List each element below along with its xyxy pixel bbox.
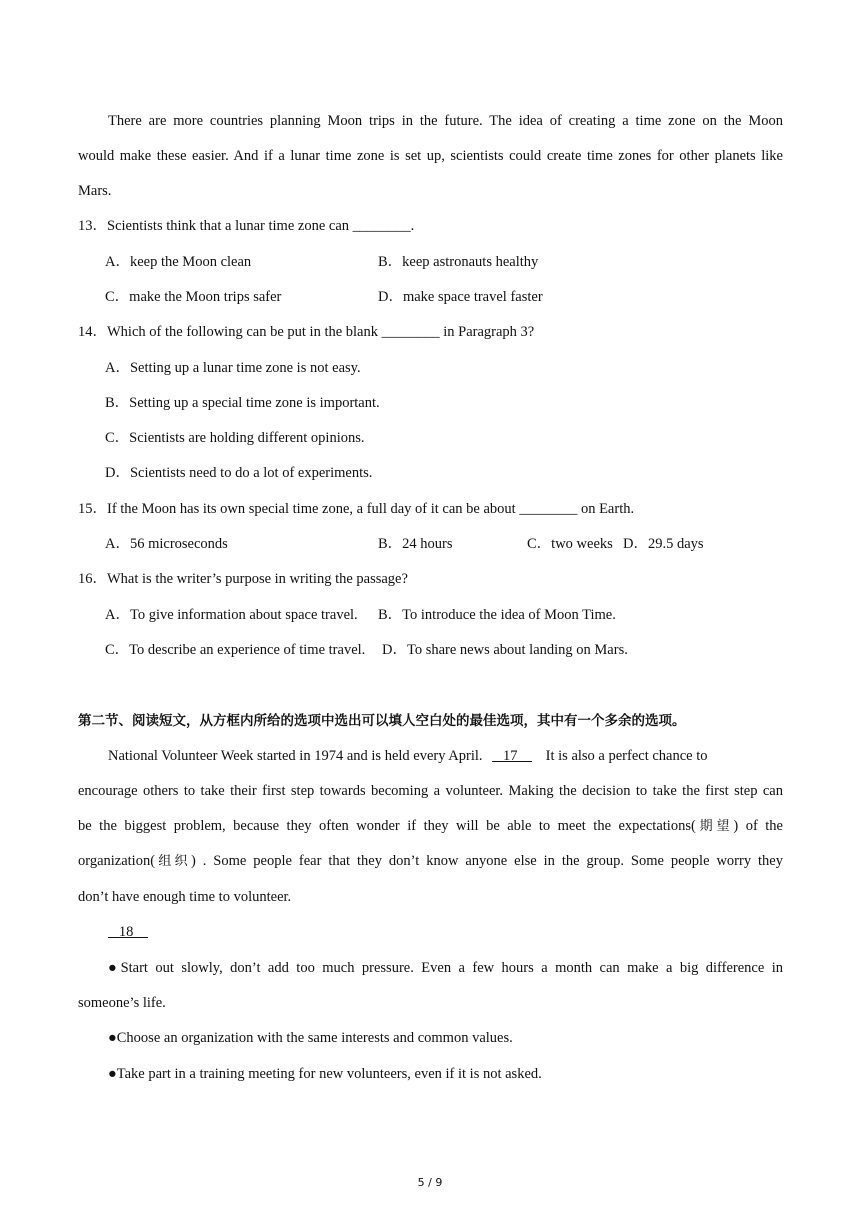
section2-text: ) of the <box>733 818 783 834</box>
question-16-option-d: D．To share news about landing on Mars. <box>382 642 628 658</box>
section2-line <box>78 851 783 871</box>
question-13-option-c: C．make the Moon trips safer <box>105 289 282 305</box>
question-13-stem: 13．Scientists think that a lunar time zone can ________. <box>78 218 415 234</box>
section2-line: don’t have enough time to volunteer. <box>78 889 292 905</box>
question-13-option-b: B．keep astronauts healthy <box>378 254 539 270</box>
question-16-option-c: C．To describe an experience of time travel. <box>105 642 366 658</box>
section2-line: encourage others to take their first step towards becoming a volunteer. Making the decision to take the first step can <box>78 783 783 799</box>
section-heading: 第二节、阅读短文，从方框内所给的选项中选出可以填人空白处的最佳选项，其中有一个多余的选项。 <box>78 713 686 729</box>
passage-line: There are more countries planning Moon trips in the future. The idea of creating a time zone on the Moon <box>108 113 783 129</box>
question-16-option-b: B．To introduce the idea of Moon Time. <box>378 607 616 623</box>
question-16-stem: 16．What is the writer’s purpose in writing the passage? <box>78 571 408 587</box>
page-number: 5 / 9 <box>417 1176 443 1189</box>
bullet-item: someone’s life. <box>78 995 166 1011</box>
question-13-option-a: A．keep the Moon clean <box>105 254 252 270</box>
section2-text: It is also a perfect chance to <box>545 748 708 764</box>
question-16-option-a: A．To give information about space travel. <box>105 607 358 623</box>
section2-text: be the biggest problem, because they often wonder if they will be able to meet the expectations( <box>78 818 696 834</box>
bullet-item: ●Choose an organization with the same interests and common values. <box>108 1030 513 1046</box>
passage-line: Mars. <box>78 183 112 199</box>
question-15-option-a: A．56 microseconds <box>105 536 228 552</box>
question-15-option-d: D．29.5 days <box>623 536 704 552</box>
question-14-option-a: A．Setting up a lunar time zone is not easy. <box>105 360 361 376</box>
question-14-option-d: D．Scientists need to do a lot of experiments. <box>105 465 373 481</box>
question-14-stem: 14．Which of the following can be put in the blank ________ in Paragraph 3? <box>78 324 535 340</box>
question-13-option-d: D．make space travel faster <box>378 289 543 305</box>
bullet-item: ●Start out slowly, don’t add too much pressure. Even a few hours a month can make a big difference in <box>108 960 783 976</box>
question-15-stem: 15．If the Moon has its own special time zone, a full day of it can be about ________ on Earth. <box>78 501 635 517</box>
question-15-option-b: B．24 hours <box>378 536 453 552</box>
section2-text: organization( <box>78 853 156 869</box>
passage-line: would make these easier. And if a lunar time zone is set up, scientists could create time zones for other planets like <box>78 148 783 164</box>
section2-text: National Volunteer Week started in 1974 and is held every April. <box>108 748 483 764</box>
section2-line <box>108 746 708 766</box>
section2-line <box>78 816 783 836</box>
question-15-option-c: C．two weeks <box>527 536 613 552</box>
bullet-item: ●Take part in a training meeting for new volunteers, even if it is not asked. <box>108 1066 542 1082</box>
blank-18: 18 <box>108 924 148 940</box>
blank-17: 17 <box>492 748 533 764</box>
section2-chinese-gloss: 组织 <box>155 854 191 869</box>
section2-text: ) . Some people fear that they don’t know anyone else in the group. Some people worry they <box>190 853 783 869</box>
question-14-option-b: B．Setting up a special time zone is important. <box>105 395 380 411</box>
question-14-option-c: C．Scientists are holding different opinions. <box>105 430 365 446</box>
section2-chinese-gloss: 期望 <box>695 819 734 834</box>
